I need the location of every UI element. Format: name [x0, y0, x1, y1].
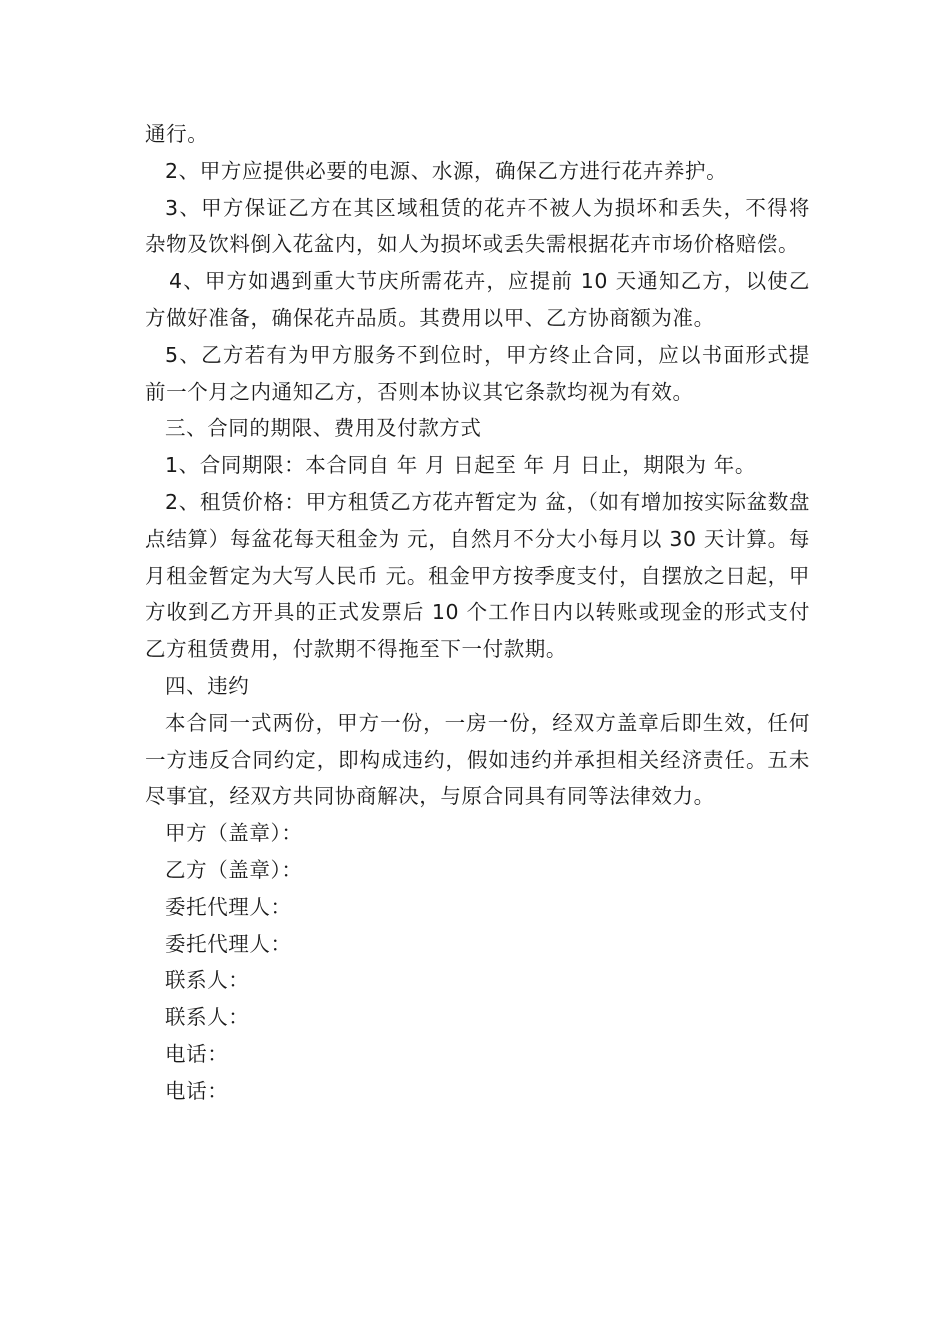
document-body	[145, 116, 810, 1110]
clause-3-2: 2、租赁价格：甲方租赁乙方花卉暂定为 盆，（如有增加按实际盆数盘点结算）每盆花每天租金为 元，自然月不分大小每月以 30 天计算。每月租金暂定为大写人民币 元。租金甲方按季度支付，自摆放之日起，甲方收到乙方开具的正式发票后 10 个工作日内以转账或现金的形式支付乙方租赁费用，付款期不得拖至下一付款期。	[145, 489, 810, 662]
signature-party-b: 乙方（盖章）：	[165, 857, 303, 882]
clause-2-5: 5、乙方若有为甲方服务不到位时，甲方终止合同，应以书面形式提前一个月之内通知乙方，否则本协议其它条款均视为有效。	[145, 342, 810, 404]
clause-3-1: 1、合同期限：本合同自 年 月 日起至 年 月 日止，期限为 年。	[165, 453, 756, 478]
contact-party-a: 联系人：	[165, 968, 250, 993]
paragraph-continuation: 通行。	[145, 122, 209, 146]
agent-party-a: 委托代理人：	[165, 894, 292, 919]
clause-2-2: 2、甲方应提供必要的电源、水源，确保乙方进行花卉养护。	[165, 158, 728, 183]
section-heading-4: 四、违约	[165, 673, 250, 698]
contact-party-b: 联系人：	[165, 1005, 250, 1030]
phone-party-a: 电话：	[165, 1041, 229, 1066]
clause-4-body: 本合同一式两份，甲方一份，一房一份，经双方盖章后即生效，任何一方违反合同约定，即构成违约，假如违约并承担相关经济责任。五未尽事宜，经双方共同协商解决，与原合同具有同等法律效力。	[145, 710, 810, 809]
phone-party-b: 电话：	[165, 1078, 229, 1103]
agent-party-b: 委托代理人：	[165, 931, 292, 956]
clause-2-3: 3、甲方保证乙方在其区域租赁的花卉不被人为损坏和丢失，不得将杂物及饮料倒入花盆内，如人为损坏或丢失需根据花卉市场价格赔偿。	[145, 195, 810, 257]
clause-2-4: 4、甲方如遇到重大节庆所需花卉，应提前 10 天通知乙方，以使乙方做好准备，确保花卉品质。其费用以甲、乙方协商额为准。	[145, 269, 810, 330]
section-heading-3: 三、合同的期限、费用及付款方式	[165, 416, 482, 441]
signature-party-a: 甲方（盖章）：	[165, 821, 303, 846]
